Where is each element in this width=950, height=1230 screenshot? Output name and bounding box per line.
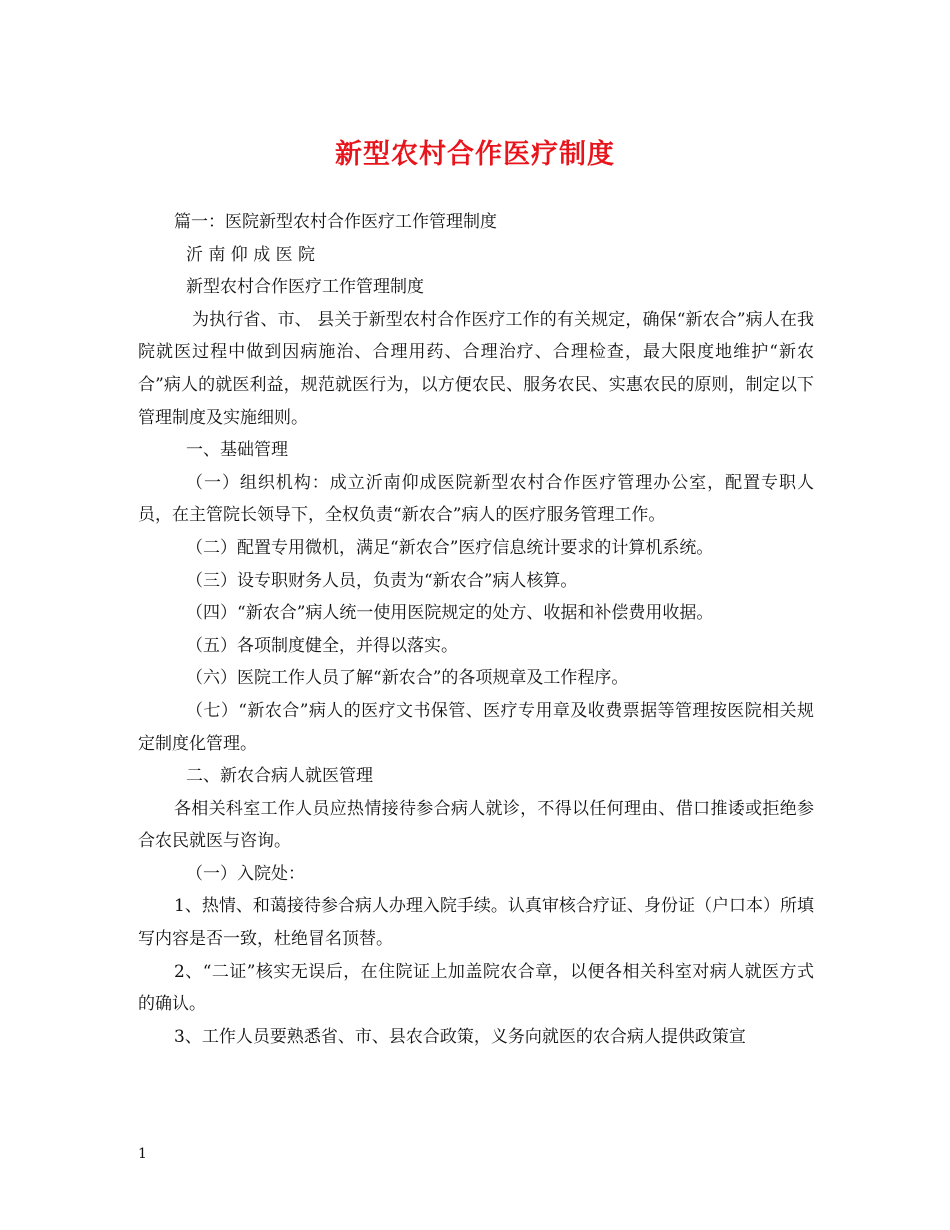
list-item: （二）配置专用微机，满足“新农合”医疗信息统计要求的计算机系统。 [186,537,714,558]
list-item: （五）各项制度健全，并得以落实。 [186,635,458,656]
hospital-name: 沂 南 仰 成 医 院 [186,244,316,265]
list-item: （七）“新农合”病人的医疗文书保管、医疗专用章及收费票据等管理按医院相关规定制度化管理。 [138,700,814,754]
list-item: 1、热情、和蔼接待参合病人办理入院手续。认真审核合疗证、身份证（户口本）所填写内容是否一致，杜绝冒名顶替。 [138,896,814,950]
page-number: 1 [138,1146,147,1162]
section-heading-2: 二、新农合病人就医管理 [186,766,373,787]
list-item: 2、“二证”核实无误后，在住院证上加盖院农合章，以便各相关科室对病人就医方式的确认。 [138,961,814,1015]
subsection-heading: （一）入院处： [186,863,305,884]
article-heading: 篇一：医院新型农村合作医疗工作管理制度 [174,212,497,232]
document-title: 新型农村合作医疗制度 [335,139,615,170]
list-item: （六）医院工作人员了解“新农合”的各项规章及工作程序。 [186,668,629,689]
section-paragraph: 各相关科室工作人员应热情接待参合病人就诊，不得以任何理由、借口推诿或拒绝参合农民就医与咨询。 [138,798,814,852]
regulation-title: 新型农村合作医疗工作管理制度 [186,277,424,298]
document-body [138,206,814,1053]
list-item: 3、工作人员要熟悉省、市、县农合政策，义务向就医的农合病人提供政策宣 [174,1026,746,1047]
list-item: （三）设专职财务人员，负责为“新农合”病人核算。 [186,570,578,591]
section-heading-1: 一、基础管理 [186,440,288,461]
intro-paragraph: 为执行省、市、 县关于新型农村合作医疗工作的有关规定，确保“新农合”病人在我院就医过程中做到因病施治、合理用药、合理治疗、合理检查，最大限度地维护“新农合”病人的就医利益，规范就医行为，以方便农民、服务农民、实惠农民的原则，制定以下管理制度及实施细则。 [138,309,814,428]
list-item: （四）“新农合”病人统一使用医院规定的处方、收据和补偿费用收据。 [186,603,714,624]
list-item: （一）组织机构：成立沂南仰成医院新型农村合作医疗管理办公室，配置专职人员，在主管院长领导下，全权负责“新农合”病人的医疗服务管理工作。 [138,472,814,526]
